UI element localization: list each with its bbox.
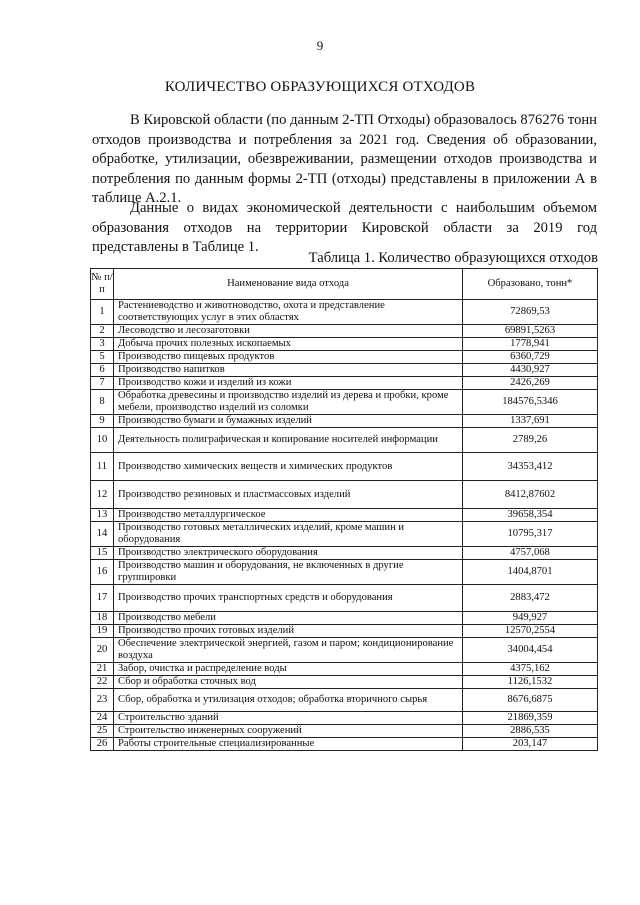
row-activity-name: Производство кожи и изделий из кожи: [114, 377, 463, 390]
table-row: [91, 712, 598, 725]
row-amount: 1126,1532: [463, 676, 598, 689]
row-number: 12: [91, 481, 114, 509]
table-row: [91, 612, 598, 625]
page-number: 9: [316, 38, 324, 53]
row-number: 8: [91, 390, 114, 415]
row-amount: 34353,412: [463, 453, 598, 481]
table-row: [91, 638, 598, 663]
row-activity-name: Обработка древесины и производство изделий из дерева и пробки, кроме мебели, производство изделий из соломки: [114, 390, 463, 415]
row-number: 22: [91, 676, 114, 689]
row-number: 2: [91, 325, 114, 338]
row-amount: 949,927: [463, 612, 598, 625]
data-paragraph: Данные о видах экономической деятельности с наибольшим объемом образования отходов на территории Кировской области за 2019 год представлены в Таблице 1.: [92, 200, 597, 255]
table-row: [91, 560, 598, 585]
row-number: 14: [91, 522, 114, 547]
row-activity-name: Деятельность полиграфическая и копирование носителей информации: [114, 428, 463, 453]
row-amount: 1337,691: [463, 415, 598, 428]
row-amount: 72869,53: [463, 300, 598, 325]
row-activity-name: Производство бумаги и бумажных изделий: [114, 415, 463, 428]
row-activity-name: Лесоводство и лесозаготовки: [114, 325, 463, 338]
table-row: [91, 300, 598, 325]
row-activity-name: Производство пищевых продуктов: [114, 351, 463, 364]
row-amount: 184576,5346: [463, 390, 598, 415]
table-row: [91, 522, 598, 547]
row-amount: 10795,317: [463, 522, 598, 547]
row-activity-name: Производство прочих готовых изделий: [114, 625, 463, 638]
table-row: [91, 725, 598, 738]
row-number: 9: [91, 415, 114, 428]
row-activity-name: Сбор, обработка и утилизация отходов; обработка вторичного сырья: [114, 689, 463, 712]
row-amount: 2883,472: [463, 585, 598, 612]
header-number: № п/п: [91, 269, 114, 300]
row-number: 21: [91, 663, 114, 676]
row-amount: 21869,359: [463, 712, 598, 725]
row-amount: 39658,354: [463, 509, 598, 522]
row-activity-name: Сбор и обработка сточных вод: [114, 676, 463, 689]
row-amount: 8676,6875: [463, 689, 598, 712]
row-amount: 1404,8701: [463, 560, 598, 585]
table-row: [91, 663, 598, 676]
row-activity-name: Производство напитков: [114, 364, 463, 377]
table-row: [91, 509, 598, 522]
waste-table: [90, 268, 598, 751]
row-activity-name: Строительство зданий: [114, 712, 463, 725]
row-amount: 6360,729: [463, 351, 598, 364]
row-activity-name: Забор, очистка и распределение воды: [114, 663, 463, 676]
row-number: 18: [91, 612, 114, 625]
row-number: 10: [91, 428, 114, 453]
row-activity-name: Работы строительные специализированные: [114, 738, 463, 751]
row-number: 25: [91, 725, 114, 738]
row-activity-name: Добыча прочих полезных ископаемых: [114, 338, 463, 351]
row-number: 13: [91, 509, 114, 522]
header-waste-type: Наименование вида отхода: [114, 269, 463, 300]
row-amount: 4375,162: [463, 663, 598, 676]
row-amount: 1778,941: [463, 338, 598, 351]
row-activity-name: Производство химических веществ и химических продуктов: [114, 453, 463, 481]
row-activity-name: Обеспечение электрической энергией, газом и паром; кондиционирование воздуха: [114, 638, 463, 663]
row-number: 15: [91, 547, 114, 560]
table-row: [91, 453, 598, 481]
row-activity-name: Производство резиновых и пластмассовых изделий: [114, 481, 463, 509]
row-amount: 203,147: [463, 738, 598, 751]
row-amount: 4430,927: [463, 364, 598, 377]
table-caption: Таблица 1. Количество образующихся отходов: [308, 250, 598, 266]
row-amount: 8412,87602: [463, 481, 598, 509]
row-number: 3: [91, 338, 114, 351]
row-amount: 69891,5263: [463, 325, 598, 338]
header-amount: Образовано, тонн*: [463, 269, 598, 300]
table-row: [91, 325, 598, 338]
row-activity-name: Производство прочих транспортных средств и оборудования: [114, 585, 463, 612]
table-row: [91, 364, 598, 377]
row-number: 16: [91, 560, 114, 585]
row-number: 1: [91, 300, 114, 325]
table-row: [91, 689, 598, 712]
row-number: 5: [91, 351, 114, 364]
table-row: [91, 547, 598, 560]
row-activity-name: Производство готовых металлических изделий, кроме машин и оборудования: [114, 522, 463, 547]
row-amount: 2426,269: [463, 377, 598, 390]
row-amount: 2789,26: [463, 428, 598, 453]
table-row: [91, 738, 598, 751]
row-number: 19: [91, 625, 114, 638]
row-number: 17: [91, 585, 114, 612]
row-activity-name: Производство металлургическое: [114, 509, 463, 522]
row-number: 23: [91, 689, 114, 712]
table-header-row: [91, 269, 598, 300]
intro-paragraph: В Кировской области (по данным 2-ТП Отходы) образовалось 876276 тонн отходов производства и потребления за 2021 год. Сведения об образовании, обработке, утилизации, обезвреживании, размещении отходов производства и потребления по данным формы 2-ТП (отходы) представлены в приложении А в таблице А.2.1.: [92, 112, 597, 206]
table-row: [91, 377, 598, 390]
row-number: 20: [91, 638, 114, 663]
table-row: [91, 625, 598, 638]
row-number: 26: [91, 738, 114, 751]
row-amount: 12570,2554: [463, 625, 598, 638]
row-amount: 2886,535: [463, 725, 598, 738]
page-title: КОЛИЧЕСТВО ОБРАЗУЮЩИХСЯ ОТХОДОВ: [164, 79, 476, 95]
row-activity-name: Производство мебели: [114, 612, 463, 625]
row-amount: 34004,454: [463, 638, 598, 663]
table-row: [91, 585, 598, 612]
row-amount: 4757,068: [463, 547, 598, 560]
table-body: [91, 300, 598, 751]
row-activity-name: Строительство инженерных сооружений: [114, 725, 463, 738]
table-row: [91, 676, 598, 689]
row-number: 7: [91, 377, 114, 390]
table-row: [91, 390, 598, 415]
row-number: 24: [91, 712, 114, 725]
table-row: [91, 415, 598, 428]
table-row: [91, 338, 598, 351]
row-activity-name: Растениеводство и животноводство, охота и представление соответствующих услуг в этих областях: [114, 300, 463, 325]
row-number: 11: [91, 453, 114, 481]
row-number: 6: [91, 364, 114, 377]
row-activity-name: Производство электрического оборудования: [114, 547, 463, 560]
row-activity-name: Производство машин и оборудования, не включенных в другие группировки: [114, 560, 463, 585]
table-row: [91, 481, 598, 509]
table-row: [91, 351, 598, 364]
table-row: [91, 428, 598, 453]
